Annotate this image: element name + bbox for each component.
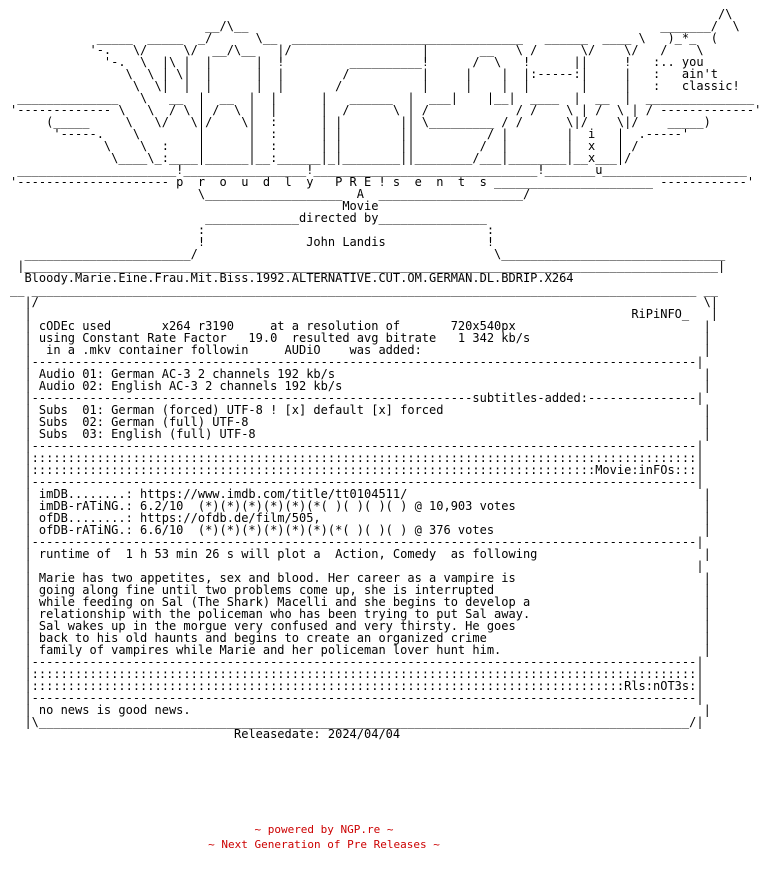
nfo-line: | while feeding on Sal (The Shark) Macelli and she begins to develop a | — [10, 595, 711, 609]
nfo-line: _____________directed by_______________ — [10, 211, 487, 225]
nfo-line: | cODEc used x264 r3190 at a resolution of 720x540px | — [10, 319, 711, 333]
nfo-line: | in a .mkv container followin AUDiO was added: | — [10, 343, 711, 357]
nfo-line: | Sal wakes up in the morgue very confused and very thirsty. He goes | — [10, 619, 711, 633]
nfo-line: | RiPiNFO_ | — [10, 307, 719, 321]
nfo-line: | Marie has two appetites, sex and blood. Her career as a vampire is | — [10, 571, 711, 585]
nfo-text-art — [10, 7, 761, 798]
nfo-line: | Subs 02: German (full) UTF-8 | — [10, 415, 711, 429]
nfo-line: | Audio 02: English AC-3 2 channels 192 kb/s | — [10, 379, 711, 393]
nfo-line: \____\_:____|______|__:______|_|________||________/___|________|__x___|/ — [10, 151, 632, 165]
nfo-line: '--------------------- p r o u d l y P R E ! s e n t s ______________________ ------------' — [10, 175, 755, 189]
nfo-line: Bloody.Marie.Eine.Frau.Mit.Biss.1992.ALTERNATIVE.CUT.OM.GERMAN.DL.BDRIP.X264 — [10, 271, 574, 285]
nfo-line: Movie — [10, 199, 379, 213]
nfo-line: | imDB........: https://www.imdb.com/title/tt0104511/ | — [10, 487, 711, 501]
nfo-line: |--------------------------------------------------------------------------------------------| — [10, 691, 704, 705]
nfo-line: __/\__ _______/ \ — [10, 19, 740, 33]
footer — [0, 822, 648, 852]
nfo-line: ! John Landis ! — [10, 235, 495, 249]
nfo-line: |--------------------------------------------------------------------------------------------| — [10, 355, 704, 369]
nfo-line: '-. \/ \/ __/\__ |/ | __ \ / \/ \/ / \ — [10, 43, 704, 57]
nfo-line: | going along fine until two problems come up, she is interrupted | — [10, 583, 711, 597]
next-generation-line: ~ Next Generation of Pre Releases ~ — [208, 838, 440, 851]
nfo-line: | relationship with the policeman who has been trying to put Sal away. | — [10, 607, 711, 621]
nfo-line: |--------------------------------------------------------------------------------------------| — [10, 655, 704, 669]
nfo-line: | family of vampires while Marie and her policeman lover hunt him. | — [10, 643, 711, 657]
nfo-line: | ofDB........: https://ofdb.de/film/505, | — [10, 511, 711, 525]
nfo-line: |::::::::::::::::::::::::::::::::::::::::::::::::::::::::::::::::::::::::::::::Movie:inFOs:::| — [10, 463, 704, 477]
nfo-line: |--------------------------------------------------------------------------------------------| — [10, 439, 704, 453]
nfo-line: |/ \| — [10, 295, 719, 309]
nfo-line: |::::::::::::::::::::::::::::::::::::::::::::::::::::::::::::::::::::::::::::::::::Rls:nOT3s:| — [10, 679, 704, 693]
nfo-line: '-. \ |\ | | | ! __________! / \ ! || ! :.. you — [10, 55, 704, 69]
nfo-line: | Subs 03: English (full) UTF-8 | — [10, 427, 711, 441]
nfo-line: |________________________________________________________________________________________________| — [10, 259, 726, 273]
nfo-line: _____ _____ _/ \__ ________________________________ ______ ____ \ )_*_ ( — [10, 31, 719, 45]
nfo-line: | no news is good news. | — [10, 703, 711, 717]
nfo-line: ______________ \ __ | __ | | | ______ | ___| |__| ____ | __ | _______________ — [10, 91, 755, 105]
nfo-line: | imDB-rATiNG.: 6.2/10 (*)(*)(*)(*)(*)(*( )( )( )( ) @ 10,903 votes | — [10, 499, 711, 513]
nfo-line: '-----. \ | | : | | || / | | i | .-----' — [10, 127, 690, 141]
nfo-line: | runtime of 1 h 53 min 26 s will plot a Action, Comedy as following | — [10, 547, 711, 561]
nfo-line: '------------- \ \ / \ | / \ | | | / \ | / / / \ | / \ | / -------------' — [10, 103, 761, 117]
nfo-line: | | — [10, 559, 704, 573]
nfo-line: |--------------------------------------------------------------------------------------------| — [10, 535, 704, 549]
nfo-line: Releasedate: 2024/04/04 — [10, 727, 401, 741]
nfo-line: |-------------------------------------------------------------subtitles-added:---------------| — [10, 391, 704, 405]
nfo-line: (_____ \ \/ \|/ \| : | | || \_________ / / \|/ \|/ _____) — [10, 115, 711, 129]
nfo-line: _______________________/ \_______________________________ — [10, 247, 726, 261]
nfo-line: |\__________________________________________________________________________________________/| — [10, 715, 704, 729]
nfo-line: /\ — [10, 7, 733, 21]
nfo-line: \ \| | | | | / | | | | | | : classic! — [10, 79, 740, 93]
nfo-line: | back to his old haunts and begins to create an organized crime | — [10, 631, 711, 645]
nfo-line: | Audio 01: German AC-3 2 channels 192 kb/s | — [10, 367, 711, 381]
nfo-line: \___________________ A ____________________/ — [10, 187, 531, 201]
nfo-line: |--------------------------------------------------------------------------------------------| — [10, 475, 704, 489]
nfo-line: \ \ : | | : | | || / | | x | / — [10, 139, 639, 153]
nfo-line: | Subs 01: German (forced) UTF-8 ! [x] default [x] forced | — [10, 403, 711, 417]
nfo-line: : : — [10, 223, 495, 237]
nfo-line: | using Constant Rate Factor 19.0 resulted avg bitrate 1 342 kb/s | — [10, 331, 711, 345]
nfo-line: |::::::::::::::::::::::::::::::::::::::::::::::::::::::::::::::::::::::::::::::::::::::::::::| — [10, 451, 704, 465]
nfo-line: \ \ | \| | | | / | | | |:-----:| | : ain't — [10, 67, 719, 81]
nfo-line: |::::::::::::::::::::::::::::::::::::::::::::::::::::::::::::::::::::::::::::::::::::::::::::| — [10, 667, 704, 681]
nfo-line: ______________________!_________________!_______________________________!_______u____________________ — [10, 163, 747, 177]
powered-by-line: ~ powered by NGP.re ~ — [254, 823, 394, 836]
nfo-line: __ ____________________________________________________________________________________________ __ — [10, 283, 719, 297]
nfo-line: | ofDB-rATiNG.: 6.6/10 (*)(*)(*)(*)(*)(*)(*( )( )( ) @ 376 votes | — [10, 523, 711, 537]
